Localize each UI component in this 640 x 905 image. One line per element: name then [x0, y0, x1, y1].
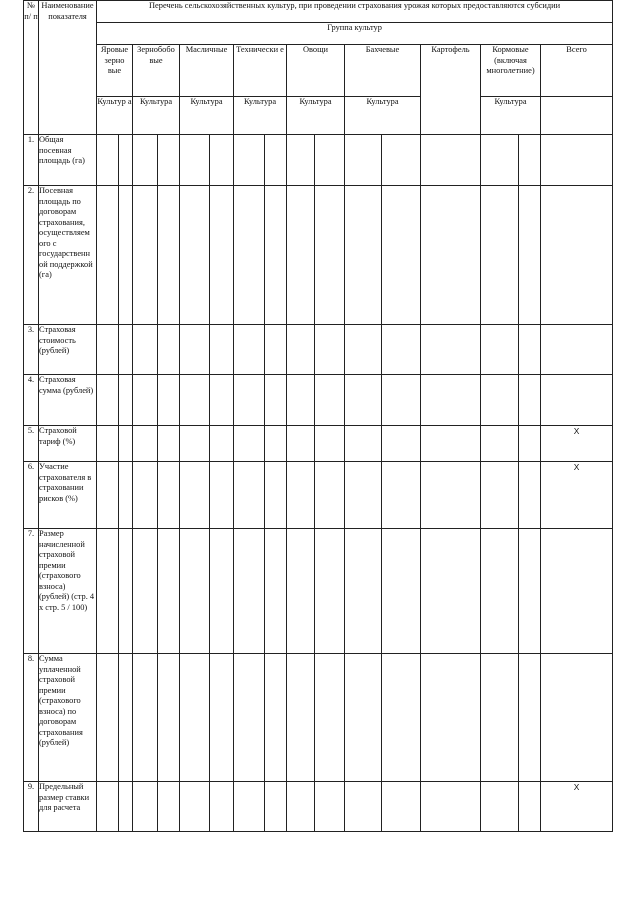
insurance-subsidy-table — [23, 0, 613, 832]
group-header-total: Всего — [541, 45, 613, 97]
row-number: 8. — [24, 654, 39, 782]
table-row — [24, 186, 613, 325]
row-total: X — [541, 426, 613, 462]
group-header: Картофель — [421, 45, 481, 135]
row-total — [541, 375, 613, 426]
group-header: Яровые зерно вые — [97, 45, 133, 97]
culture-subheader: Культура — [234, 97, 287, 135]
row-label: Страховая стоимость (рублей) — [39, 325, 97, 375]
table-row — [24, 375, 613, 426]
row-label: Страховая сумма (рублей) — [39, 375, 97, 426]
row-number: 1. — [24, 135, 39, 186]
row-total: X — [541, 782, 613, 832]
row-label: Сумма уплаченной страховой премии (страхового взноса) по договорам страхования (рублей) — [39, 654, 97, 782]
group-header: Технически е — [234, 45, 287, 97]
culture-subheader: Культур а — [97, 97, 133, 135]
culture-subheader: Культура — [345, 97, 421, 135]
row-number: 9. — [24, 782, 39, 832]
row-number: 5. — [24, 426, 39, 462]
row-number: 4. — [24, 375, 39, 426]
row-total — [541, 529, 613, 654]
table-row — [24, 135, 613, 186]
table-row — [24, 654, 613, 782]
culture-subheader-total — [541, 97, 613, 135]
col-name-header: Наименование показателя — [39, 1, 97, 135]
row-number: 2. — [24, 186, 39, 325]
row-label: Общая посевная площадь (га) — [39, 135, 97, 186]
row-total — [541, 654, 613, 782]
culture-subheader: Культура — [481, 97, 541, 135]
row-label: Размер начисленной страховой премии (страхового взноса) (рублей) (стр. 4 х стр. 5 / 100) — [39, 529, 97, 654]
group-title: Группа культур — [97, 23, 613, 45]
table-row — [24, 782, 613, 832]
table-row — [24, 462, 613, 529]
row-total — [541, 135, 613, 186]
row-label: Страховой тариф (%) — [39, 426, 97, 462]
row-number: 3. — [24, 325, 39, 375]
row-label: Участие страхователя в страховании рисков (%) — [39, 462, 97, 529]
culture-subheader: Культура — [180, 97, 234, 135]
table-row — [24, 426, 613, 462]
group-header: Бахчевые — [345, 45, 421, 97]
row-label: Предельный размер ставки для расчета — [39, 782, 97, 832]
row-total — [541, 325, 613, 375]
group-header: Овощи — [287, 45, 345, 97]
table-row — [24, 325, 613, 375]
row-total — [541, 186, 613, 325]
row-number: 6. — [24, 462, 39, 529]
culture-subheader: Культура — [287, 97, 345, 135]
table-row — [24, 529, 613, 654]
col-no-header: № п/ п — [24, 1, 39, 135]
culture-subheader: Культура — [133, 97, 180, 135]
group-header: Кормовые (включая многолетние) — [481, 45, 541, 97]
row-number: 7. — [24, 529, 39, 654]
group-header: Зернобобо вые — [133, 45, 180, 97]
row-total: X — [541, 462, 613, 529]
group-header: Масличные — [180, 45, 234, 97]
row-label: Посевная площадь по договорам страхования, осуществляем ого с государственн ой поддержкой (га) — [39, 186, 97, 325]
table-title: Перечень сельскохозяйственных культур, при проведении страхования урожая которых предоставляются субсидии — [97, 1, 613, 23]
